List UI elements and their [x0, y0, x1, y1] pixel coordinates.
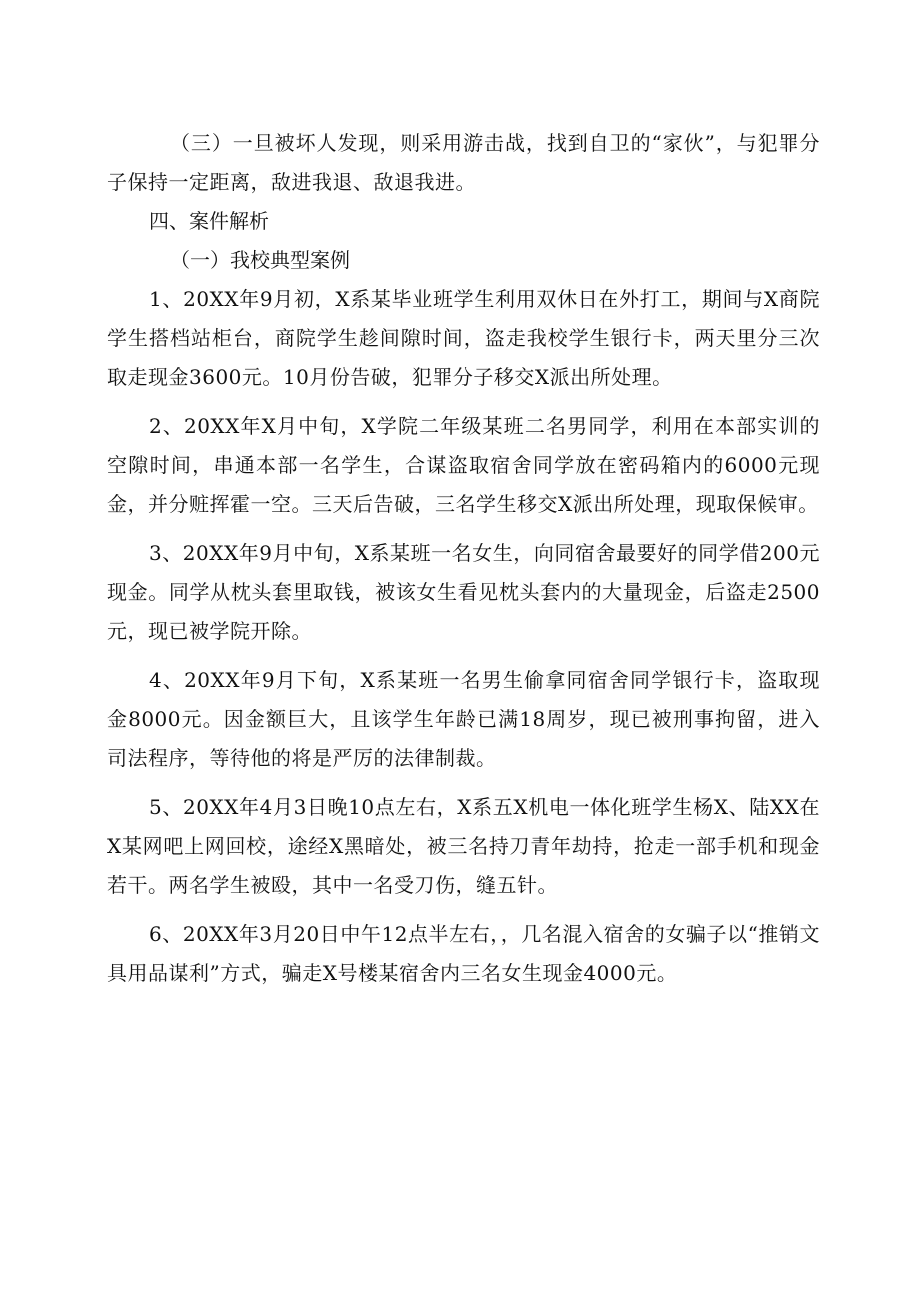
case-paragraph-1: 1、20XX年9月初，X系某毕业班学生利用双休日在外打工，期间与X商院学生搭档站柜台，商院学生趁间隙时间，盗走我校学生银行卡，两天里分三次取走现金3600元。10月份告破，犯罪分子移交X派出所处理。	[107, 287, 820, 389]
case-paragraph-2: 2、20XX年X月中旬，X学院二年级某班二名男同学，利用在本部实训的空隙时间，串通本部一名学生，合谋盗取宿舍同学放在密码箱内的6000元现金，并分赃挥霍一空。三天后告破，三名学生移交X派出所处理，现取保候审。	[107, 414, 820, 516]
section-heading-case-analysis: 四、案件解析	[149, 209, 269, 233]
case-paragraph-5: 5、20XX年4月3日晚10点左右，X系五X机电一体化班学生杨X、陆XX在X某网吧上网回校，途经X黑暗处，被三名持刀青年劫持，抢走一部手机和现金若干。两名学生被殴，其中一名受刀伤，缝五针。	[107, 795, 820, 897]
case-paragraph-6: 6、20XX年3月20日中午12点半左右，，几名混入宿舍的女骗子以“推销文具用品谋利”方式，骗走X号楼某宿舍内三名女生现金4000元。	[107, 922, 820, 985]
case-paragraph-3: 3、20XX年9月中旬，X系某班一名女生，向同宿舍最要好的同学借200元现金。同学从枕头套里取钱，被该女生看见枕头套内的大量现金，后盗走2500元，现已被学院开除。	[107, 541, 820, 643]
document-body	[107, 124, 820, 993]
subsection-heading-typical-cases: （一）我校典型案例	[170, 248, 350, 272]
paragraph-self-defense: （三）一旦被坏人发现，则采用游击战，找到自卫的“家伙”，与犯罪分子保持一定距离，敌进我退、敌退我进。	[107, 131, 820, 194]
case-paragraph-4: 4、20XX年9月下旬，X系某班一名男生偷拿同宿舍同学银行卡，盗取现金8000元。因金额巨大，且该学生年龄已满18周岁，现已被刑事拘留，进入司法程序，等待他的将是严厉的法律制裁。	[107, 668, 820, 770]
